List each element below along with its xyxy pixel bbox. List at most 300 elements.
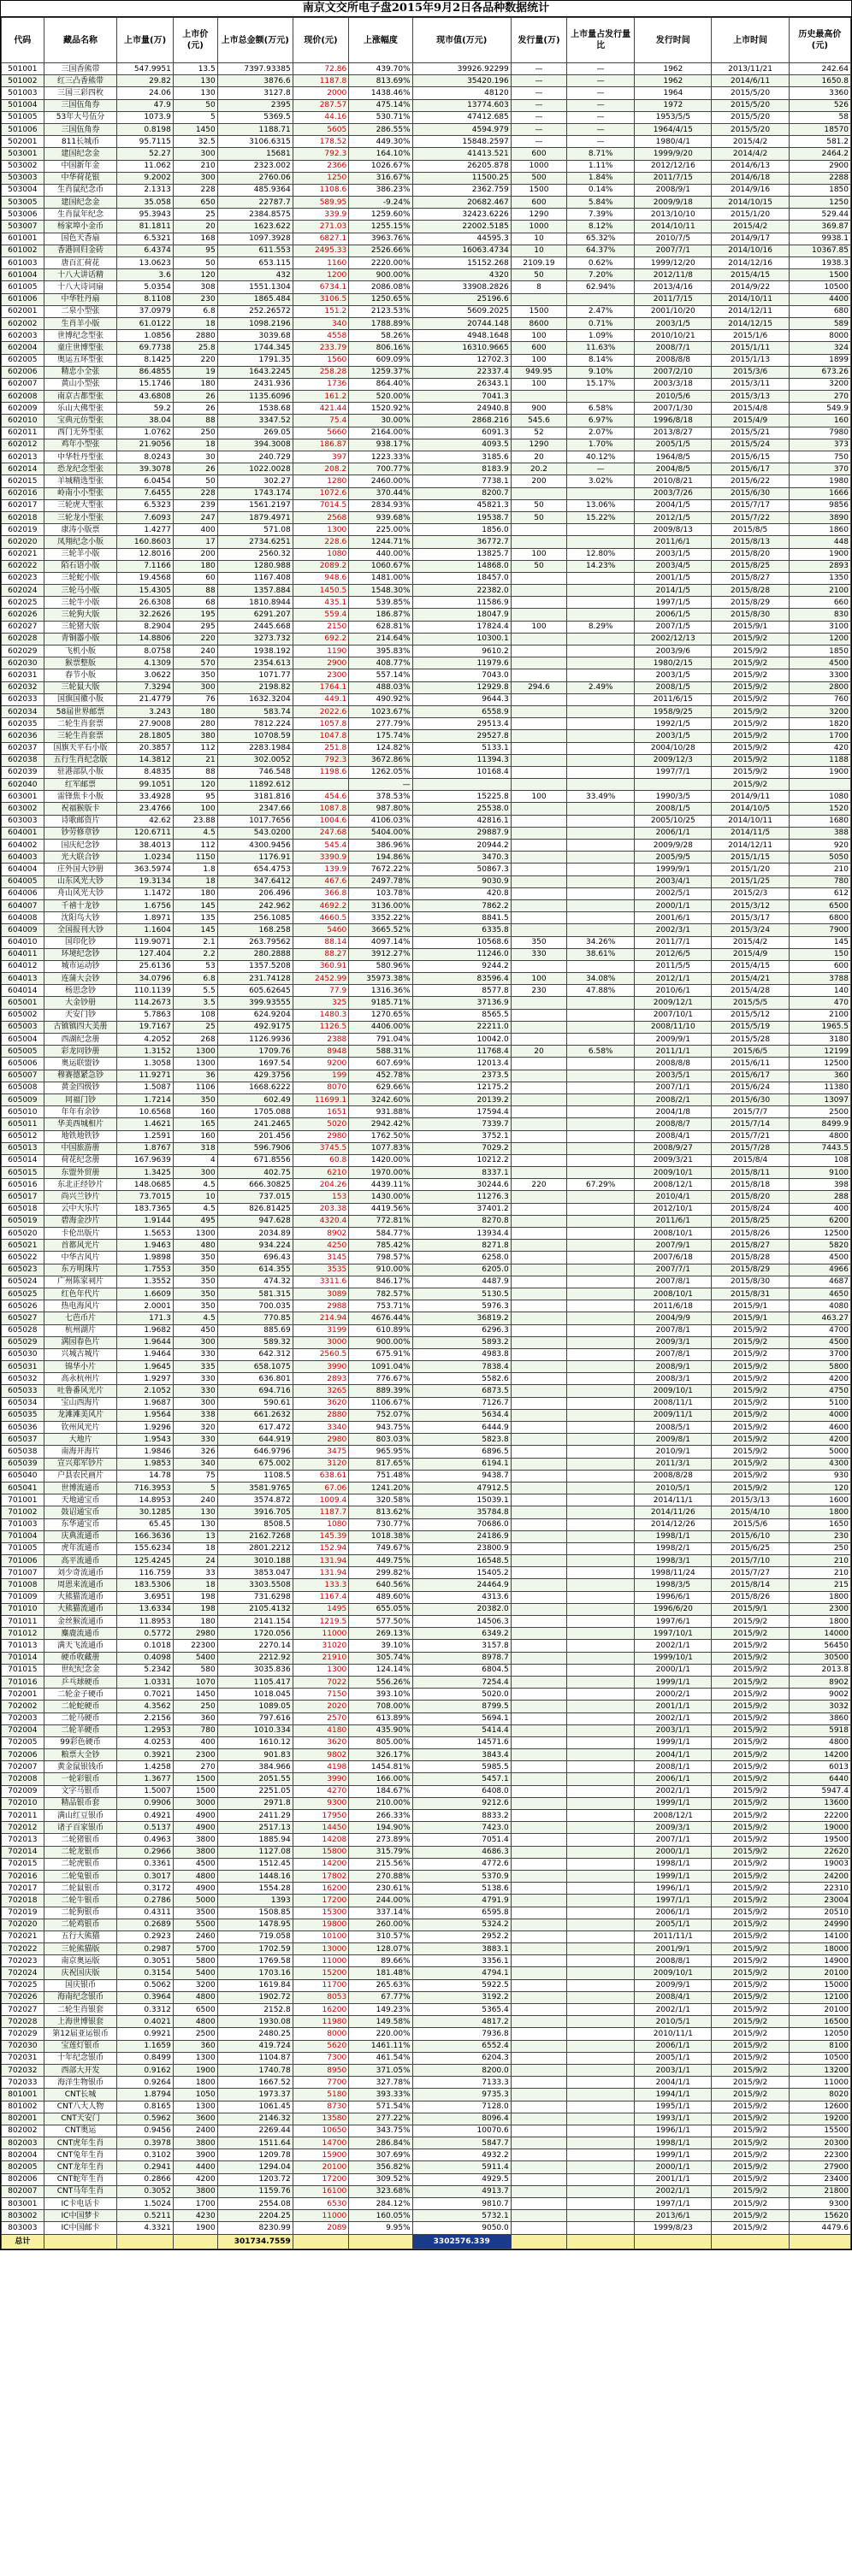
table-cell: 228 (173, 487, 217, 499)
table-row (2, 657, 851, 669)
table-cell: 6827.1 (293, 233, 348, 245)
table-cell: 2015/9/2 (712, 1324, 789, 1336)
table-cell: — (567, 136, 635, 148)
table-cell: 2014/10/16 (712, 245, 789, 256)
table-cell: 3963.76% (349, 233, 412, 245)
table-cell: 655.05% (349, 1603, 412, 1615)
table-cell: 1.2591 (117, 1130, 173, 1142)
table-cell: 52.27 (117, 148, 173, 160)
table-cell: 145.39 (293, 1530, 348, 1542)
table-cell: 2015/9/2 (712, 2173, 789, 2185)
table-cell: 12600 (789, 2101, 850, 2113)
table-cell: 7443.5 (789, 1142, 850, 1154)
table-cell (511, 1858, 566, 1870)
table-cell: 1964 (635, 87, 712, 99)
table-cell: 59.2 (117, 403, 173, 415)
table-cell: IC中国邮卡 (44, 2222, 117, 2234)
table-cell (511, 1482, 566, 1494)
table-cell: 1996/6/1 (635, 1591, 712, 1603)
table-row (2, 548, 851, 560)
table-cell: 1300 (293, 524, 348, 536)
table-cell: 3843.4 (412, 1749, 511, 1761)
table-row (2, 354, 851, 366)
table-row (2, 136, 851, 148)
table-cell (511, 730, 566, 742)
table-row (2, 2222, 851, 2234)
table-cell: 75.4 (293, 415, 348, 427)
table-cell: 2015/9/2 (712, 2210, 789, 2222)
table-cell: 宝莲灯银币 (44, 2040, 117, 2052)
table-cell (511, 1506, 566, 1518)
table-cell: 302.27 (217, 475, 293, 487)
table-cell: 539.85% (349, 597, 412, 609)
table-cell: 605005 (2, 1046, 44, 1058)
table-cell (567, 1579, 635, 1591)
table-cell: 光大联合钞 (44, 852, 117, 864)
table-cell: 三轮猪大版 (44, 621, 117, 633)
table-cell: 三国伍角券 (44, 123, 117, 135)
table-cell: 9300 (293, 1797, 348, 1809)
table-cell: 1420.00% (349, 1154, 412, 1166)
table-cell: 2300 (789, 1603, 850, 1615)
table-cell: 6896.5 (412, 1446, 511, 1458)
table-cell: 271.03 (293, 221, 348, 233)
table-cell: 602010 (2, 415, 44, 427)
table-cell: 701002 (2, 1506, 44, 1518)
table-row (2, 718, 851, 730)
table-cell: 6.97% (567, 415, 635, 427)
table-cell: 2014/10/11 (635, 221, 712, 233)
table-row (2, 1385, 851, 1397)
table-cell: 299.82% (349, 1567, 412, 1579)
table-cell: 8100 (789, 2040, 850, 2052)
table-cell: 286.55% (349, 123, 412, 135)
listing-total: 301734.7559 (217, 2234, 293, 2249)
table-cell: 22002.5185 (412, 221, 511, 233)
table-cell: 4.5 (173, 1179, 217, 1191)
table-cell (511, 742, 566, 754)
table-cell: 2015/4/2 (712, 221, 789, 233)
table-cell: 2526.66% (349, 245, 412, 256)
table-cell: 7672.22% (349, 864, 412, 875)
table-cell: 605017 (2, 1191, 44, 1203)
table-cell: 1623.622 (217, 221, 293, 233)
table-cell: 6595.8 (412, 1907, 511, 1919)
table-cell: 601002 (2, 245, 44, 256)
table-cell: 702033 (2, 2077, 44, 2089)
table-cell: 181.48% (349, 1967, 412, 1979)
table-cell: 384.966 (217, 1761, 293, 1773)
table-row (2, 1664, 851, 1676)
table-cell: 605012 (2, 1130, 44, 1142)
table-cell: 131.94 (293, 1555, 348, 1567)
table-cell: 1899 (789, 354, 850, 366)
table-cell (511, 2077, 566, 2089)
table-cell: 26.6308 (117, 597, 173, 609)
table-cell (567, 1689, 635, 1701)
table-cell (567, 1458, 635, 1470)
table-cell: 277.79% (349, 718, 412, 730)
table-row (2, 1373, 851, 1385)
table-cell: 2015/9/2 (712, 633, 789, 645)
table-cell: 钦州风光片 (44, 1422, 117, 1434)
table-cell: 247.68 (293, 827, 348, 839)
table-cell: 3800 (173, 2185, 217, 2197)
table-cell: 20744.148 (412, 317, 511, 329)
table-cell: 14700 (293, 2137, 348, 2149)
table-cell: 124.82% (349, 742, 412, 754)
table-cell: 701004 (2, 1530, 44, 1542)
table-cell: 230 (511, 985, 566, 997)
table-cell: 3000 (293, 1336, 348, 1348)
table-row (2, 378, 851, 390)
table-cell: 602026 (2, 609, 44, 621)
table-cell: 0.62% (567, 257, 635, 269)
table-cell: 605025 (2, 1288, 44, 1300)
table-cell: 183.7365 (117, 1203, 173, 1215)
table-cell: 16200 (293, 2004, 348, 2016)
table-cell: 2015/9/2 (712, 1336, 789, 1348)
table-cell: 70686.0 (412, 1518, 511, 1530)
table-cell: 35784.8 (412, 1506, 511, 1518)
table-cell: 338 (173, 1409, 217, 1421)
table-cell: 2015/9/1 (712, 1603, 789, 1615)
table-cell: 2002/1/1 (635, 1785, 712, 1797)
table-cell: 2015/3/13 (712, 1494, 789, 1506)
table-cell: 天地通宝币 (44, 1494, 117, 1506)
table-cell (567, 1603, 635, 1615)
table-cell: 1187.8 (293, 75, 348, 87)
table-cell: 1997/10/1 (635, 1628, 712, 1640)
table-cell: 4300 (789, 1458, 850, 1470)
table-cell (567, 2149, 635, 2161)
table-cell: 2015/9/2 (712, 1883, 789, 1895)
table-cell: 19.3134 (117, 875, 173, 887)
table-cell: 4650 (789, 1288, 850, 1300)
table-cell (567, 2101, 635, 2113)
table-cell: 4.5 (173, 1203, 217, 1215)
table-cell: CNT奥运 (44, 2125, 117, 2137)
table-cell: 602024 (2, 585, 44, 597)
table-cell: — (567, 87, 635, 99)
table-cell: 420.8 (412, 887, 511, 899)
table-cell: 2015/9/2 (712, 1385, 789, 1397)
table-cell: 1953/5/5 (635, 111, 712, 123)
table-cell: 2011/11/1 (635, 1931, 712, 1942)
table-cell: 2014/1/5 (635, 585, 712, 597)
table-row (2, 391, 851, 403)
table-cell (511, 2113, 566, 2125)
table-cell: 228.6 (293, 536, 348, 548)
table-cell: 二轮金子硬币 (44, 1689, 117, 1701)
table-cell: 1800 (789, 1591, 850, 1603)
table-cell: 海南纪念银币 (44, 1991, 117, 2003)
table-cell (567, 1870, 635, 1882)
table-cell: 沈阳鸟大钞 (44, 912, 117, 924)
table-cell: 20100 (789, 1967, 850, 1979)
table-cell: 2014/6/18 (712, 172, 789, 184)
table-cell: 1995/1/1 (635, 2101, 712, 2113)
table-cell: 370.44% (349, 487, 412, 499)
table-cell: 300 (173, 681, 217, 693)
table-cell: 194.86% (349, 852, 412, 864)
table-cell: 559.4 (293, 609, 348, 621)
table-cell: 4660.5 (293, 912, 348, 924)
column-header: 历史最高价(元) (789, 18, 850, 63)
table-cell: 694.716 (217, 1385, 293, 1397)
table-cell: 金丝猴流通币 (44, 1616, 117, 1628)
table-row (2, 1797, 851, 1809)
table-cell: 2011/5/5 (635, 960, 712, 972)
table-cell: 4700 (789, 1324, 850, 1336)
table-cell: 3475 (293, 1446, 348, 1458)
table-cell (511, 1167, 566, 1179)
table-cell: 604003 (2, 852, 44, 864)
column-header: 上市量占发行量比 (567, 18, 635, 63)
table-cell: 605024 (2, 1276, 44, 1288)
table-cell: 2015/9/2 (712, 1373, 789, 1385)
table-cell: 8096.4 (412, 2113, 511, 2125)
table-cell: 2002/12/13 (635, 633, 712, 645)
table-cell (511, 1288, 566, 1300)
table-cell: 1705.088 (217, 1106, 293, 1118)
table-cell: 240.729 (217, 451, 293, 463)
table-cell: 605022 (2, 1252, 44, 1264)
table-cell: 2009/9/28 (635, 840, 712, 852)
table-cell: 628.81% (349, 621, 412, 633)
table-cell: 8270.8 (412, 1215, 511, 1227)
table-cell: — (511, 75, 566, 87)
table-row (2, 1130, 851, 1142)
table-cell: 二轮虎银币 (44, 1858, 117, 1870)
table-cell: 14.23% (567, 560, 635, 572)
table-cell: 2010/7/5 (635, 233, 712, 245)
table-cell: 2900 (789, 160, 850, 172)
table-cell: 470 (789, 997, 850, 1009)
table-cell: 21 (173, 754, 217, 766)
table-cell (567, 912, 635, 924)
table-cell: 320 (173, 1422, 217, 1434)
table-cell: 5.5 (173, 985, 217, 997)
table-cell: 500 (511, 172, 566, 184)
table-cell: 1188 (789, 754, 850, 766)
table-cell: 11586.9 (412, 597, 511, 609)
table-cell (511, 2222, 566, 2234)
table-cell: 2015/6/5 (712, 1046, 789, 1058)
table-cell: 5.7863 (117, 1009, 173, 1021)
table-cell: 39.3078 (117, 463, 173, 475)
table-cell: — (567, 123, 635, 135)
table-cell (567, 1070, 635, 1082)
table-cell: 72.86 (293, 63, 348, 75)
table-cell: 1720.056 (217, 1628, 293, 1640)
table-cell: 661.2632 (217, 1409, 293, 1421)
table-row (2, 1434, 851, 1446)
table-cell: 2015/5/5 (712, 997, 789, 1009)
table-cell: 603001 (2, 791, 44, 803)
table-cell: 114.2673 (117, 997, 173, 1009)
table-cell: 3665.52% (349, 924, 412, 936)
table-cell: 330 (173, 1373, 217, 1385)
table-cell: 18 (173, 317, 217, 329)
table-cell: 24200 (789, 1870, 850, 1882)
table-cell (567, 1846, 635, 1858)
table-cell: 12500 (789, 1228, 850, 1240)
table-cell (511, 1579, 566, 1591)
table-cell: 88 (173, 585, 217, 597)
table-cell: 8.71% (567, 148, 635, 160)
table-cell: 3853.047 (217, 1567, 293, 1579)
table-cell (567, 1664, 635, 1676)
table-cell: 4692.2 (293, 899, 348, 911)
table-cell: 340 (173, 1458, 217, 1470)
table-cell: 702006 (2, 1749, 44, 1761)
table-cell: 2362.759 (412, 184, 511, 196)
table-cell: 中华牡丹型张 (44, 451, 117, 463)
table-cell: 2100 (789, 585, 850, 597)
table-cell (567, 2052, 635, 2064)
table-cell: 8070 (293, 1082, 348, 1093)
table-cell: 397 (293, 451, 348, 463)
table-row (2, 1288, 851, 1300)
table-cell: 201.456 (217, 1130, 293, 1142)
table-cell: 731.6298 (217, 1591, 293, 1603)
table-cell: 环境纪念钞 (44, 948, 117, 960)
table-row (2, 1203, 851, 1215)
table-cell: 3535 (293, 1264, 348, 1276)
table-cell: 152.94 (293, 1542, 348, 1554)
table-cell: 1700 (173, 2198, 217, 2210)
table-cell: 503002 (2, 160, 44, 172)
table-cell (511, 1542, 566, 1554)
table-cell: 400 (789, 1203, 850, 1215)
table-cell: 三轮生肖套票 (44, 730, 117, 742)
table-cell: 220 (173, 633, 217, 645)
table-cell: 1964/4/15 (635, 123, 712, 135)
table-cell: 294.6 (511, 681, 566, 693)
table-cell: 12929.8 (412, 681, 511, 693)
table-row (2, 1907, 851, 1919)
table-row (2, 2210, 851, 2222)
table-cell: 15.17% (567, 378, 635, 390)
table-cell: 602029 (2, 645, 44, 657)
table-cell: 753.71% (349, 1300, 412, 1312)
table-cell: 1187.7 (293, 1506, 348, 1518)
table-cell: 1.84% (567, 172, 635, 184)
table-cell: 1.70% (567, 439, 635, 451)
table-cell: 605029 (2, 1336, 44, 1348)
table-cell: 13825.7 (412, 548, 511, 560)
table-cell: 2009/12/3 (635, 754, 712, 766)
table-cell: 150 (789, 948, 850, 960)
table-cell: 2971.8 (217, 1797, 293, 1809)
table-cell: 2015/7/14 (712, 1118, 789, 1130)
table-row (2, 1883, 851, 1895)
table-cell: 2011/6/18 (635, 1300, 712, 1312)
table-cell: 130 (173, 75, 217, 87)
table-cell: 4270 (293, 1785, 348, 1797)
table-cell: 恐龙纪念型张 (44, 463, 117, 475)
table-cell: 785.42% (349, 1240, 412, 1252)
table-cell: 247 (173, 511, 217, 523)
table-cell: 889.39% (349, 1385, 412, 1397)
table-cell: 1973.37 (217, 2089, 293, 2101)
table-cell: 2123.53% (349, 305, 412, 317)
table-cell: 8200.7 (412, 487, 511, 499)
table-cell: 1080 (293, 1518, 348, 1530)
table-cell: 2015/9/2 (712, 1446, 789, 1458)
table-cell: 8.0243 (117, 451, 173, 463)
table-cell: CNT天安门 (44, 2113, 117, 2125)
table-cell: 702031 (2, 2052, 44, 2064)
table-cell: 羊城精选型张 (44, 475, 117, 487)
table-cell: 250 (173, 1701, 217, 1712)
table-cell: 2105.4132 (217, 1603, 293, 1615)
table-cell: 675.91% (349, 1348, 412, 1360)
table-cell: 6873.5 (412, 1385, 511, 1397)
table-row (2, 87, 851, 99)
table-cell: 666.30825 (217, 1179, 293, 1191)
table-cell: 1176.91 (217, 852, 293, 864)
table-cell: 242.962 (217, 899, 293, 911)
table-cell: 15000 (789, 1979, 850, 1991)
table-cell: 2015/9/2 (712, 1810, 789, 1822)
table-cell: 猴票整版 (44, 657, 117, 669)
table-row (2, 1591, 851, 1603)
table-cell: 2988 (293, 1300, 348, 1312)
table-cell: 2012/10/1 (635, 1203, 712, 1215)
table-cell: 32.2626 (117, 609, 173, 621)
table-cell: 2015/9/2 (712, 1628, 789, 1640)
table-cell: 347.6412 (217, 875, 293, 887)
table-cell: 2000/1/1 (635, 899, 712, 911)
table-cell: 33.49% (567, 791, 635, 803)
table-cell: 1762.50% (349, 1130, 412, 1142)
table-cell: 11699.1 (293, 1093, 348, 1105)
table-cell: 4180 (293, 1724, 348, 1736)
table-cell: 2002/3/1 (635, 924, 712, 936)
table-cell: 2015/9/2 (712, 657, 789, 669)
table-cell (567, 1919, 635, 1931)
table-cell: 654.4753 (217, 864, 293, 875)
table-cell: 19800 (293, 1919, 348, 1931)
table-cell: 1495 (293, 1603, 348, 1615)
table-cell: 605002 (2, 1009, 44, 1021)
table-cell: 273.89% (349, 1834, 412, 1846)
table-cell: 庆祝国庆版 (44, 1967, 117, 1979)
table-cell: 485.9364 (217, 184, 293, 196)
table-cell: 6804.5 (412, 1664, 511, 1676)
table-cell: 730.77% (349, 1518, 412, 1530)
table-cell: 8902 (789, 1676, 850, 1688)
table-cell: CNT长城 (44, 2089, 117, 2101)
table-cell: 2008/3/1 (635, 1373, 712, 1385)
table-cell: 20382.0 (412, 1603, 511, 1615)
table-cell: 1.2953 (117, 1724, 173, 1736)
table-cell: 130 (173, 1518, 217, 1530)
table-cell: 2015/9/2 (712, 1470, 789, 1482)
table-cell: 15405.2 (412, 1567, 511, 1579)
table-cell: 702013 (2, 1834, 44, 1846)
table-cell: 658.1075 (217, 1361, 293, 1373)
table-cell: 3200 (789, 705, 850, 717)
table-cell: 2008/1/1 (635, 1761, 712, 1773)
table-cell: 2015/9/2 (712, 1640, 789, 1652)
table-cell: 35420.196 (412, 75, 511, 87)
table-cell: 1017.7656 (217, 815, 293, 827)
table-cell: 18457.0 (412, 572, 511, 584)
table-cell: 4198 (293, 1761, 348, 1773)
